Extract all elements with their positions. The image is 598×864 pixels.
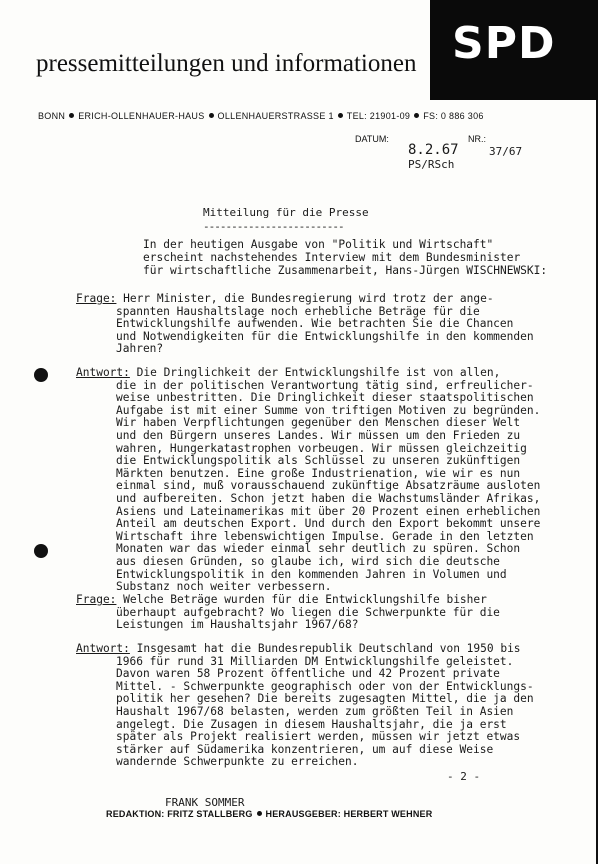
block-first-line [76,367,576,380]
release-heading: Mitteilung für die Presse [203,206,369,219]
intro-paragraph [143,239,583,277]
answer-block [76,367,576,594]
bullet-icon [209,113,214,118]
block-line: weise unbestritten. Die Dringlichkeit dieser staatspolitischen [116,391,534,405]
answer-block [76,643,576,769]
block-first-line [76,643,576,656]
block-first-line [76,293,576,306]
datum-value: 8.2.67 [408,142,459,158]
address-street: OLLENHAUERSTRASSE 1 [217,111,334,121]
address-house: ERICH-OLLENHAUER-HAUS [78,111,205,121]
block-line: stärker auf Südamerika konzentrieren, um auf diese Weise [116,742,494,756]
block-line: und aufbereiten. Schon jetzt haben die Wachstumsländer Afrikas, [116,491,541,505]
block-line: Jahren? [116,342,164,356]
bullet-icon [69,113,74,118]
block-line: Märkten benutzen. Eine große Industrienation, wie wir es nun [116,466,521,480]
question-block [76,594,576,632]
block-line: Substanz noch weiter verbessern. [116,580,332,594]
block-line: Anteil am deutschen Export. Und durch den Export bekommt unsere [116,517,541,531]
block-line: Monaten war das wieder einmal sehr deutlich zu spüren. Schon [116,542,521,556]
block-line: später als Projekt realisiert werden, müssen wir jetzt etwas [116,730,521,744]
block-label: Antwort: [76,642,130,655]
footer-publisher: HERAUSGEBER: HERBERT WEHNER [265,809,433,819]
block-first-text: Herr Minister, die Bundesregierung wird trotz der ange- [116,292,494,305]
block-line: wandernde Schwerpunkte zu erreichen. [116,755,359,769]
block-line: Aufgabe ist mit einer Summe von triftigen Motiven zu begründen. [116,403,541,417]
block-line: 1966 für rund 31 Milliarden DM Entwicklungshilfe geleistet. [116,654,514,668]
bullet-icon [338,113,343,118]
block-line: politik her gesehen? Die bereits zugesagten Mittel, die ja den [116,692,534,706]
block-line: angelegt. Die Zusagen in diesem Haushaltsjahr, die ja erst [116,717,507,731]
block-line: Mittel. - Schwerpunkte geographisch oder von der Entwicklungs- [116,679,534,693]
intro-line: für wirtschaftliche Zusammenarbeit, Hans-Jürgen WISCHNEWSKI: [143,263,548,277]
block-label: Antwort: [76,366,130,379]
block-line: Wir haben Verpflichtungen gegenüber den Menschen dieser Welt [116,416,521,430]
block-line: und Notwendigkeiten für die Entwicklungshilfe in den kommenden [116,329,534,343]
bullet-icon [414,113,419,118]
block-label: Frage: [76,292,117,305]
block-line: einmal sind, muß vorausschauend zukünftige Absatzräume ausloten [116,479,541,493]
address-line [38,111,484,121]
block-line: die Entwicklungspolitik als Schlüssel zu unseren zukünftigen [116,454,521,468]
block-first-line [76,594,576,607]
letterhead-title: pressemitteilungen und informationen [36,50,417,77]
typed-name: FRANK SOMMER [165,796,245,809]
nr-label: NR.: [468,134,486,144]
block-line: aus diesen Gründen, so glaube ich, wird sich die deutsche [116,554,500,568]
heading-underline: ------------------------- [203,220,344,233]
punch-hole [34,368,48,382]
block-first-text: Insgesamt hat die Bundesrepublik Deutschland von 1950 bis [129,642,521,655]
block-line: die in der politischen Verantwortung tätig sind, erfreulicher- [116,378,534,392]
block-line: und den Bürgern unseres Landes. Wir müssen um den Frieden zu [116,428,521,442]
intro-line: In der heutigen Ausgabe von "Politik und Wirtschaft" [143,238,494,251]
block-line: spannten Haushaltslage noch erhebliche Beträge für die [116,304,480,318]
block-line: Leistungen im Haushaltsjahr 1967/68? [116,618,359,632]
question-block [76,293,576,356]
footer-editorial: REDAKTION: FRITZ STALLBERG [106,809,253,819]
address-tel: TEL: 21901-09 [346,111,411,121]
block-line: Davon waren 58 Prozent öffentliche und 42 Prozent private [116,667,500,681]
block-first-text: Die Dringlichkeit der Entwicklungshilfe ist von allen, [129,366,501,379]
spd-logo: SPD [452,18,556,69]
bullet-icon [257,811,262,816]
intro-line: erscheint nachstehendes Interview mit dem Bundesminister [143,250,521,264]
block-line: Entwicklungspolitik in den kommenden Jahren in Volumen und [116,567,507,581]
address-fs: FS: 0 886 306 [423,111,484,121]
block-line: Asiens und Lateinamerikas mit über 20 Prozent einen erheblichen [116,504,541,518]
block-line: Wirtschaft ihre lebenswichtigen Impulse. Gerade in den letzten [116,529,534,543]
address-city: BONN [38,111,66,121]
block-line: wahren, Hungerkatastrophen vorbeugen. Wir müssen gleichzeitig [116,441,527,455]
footer-credits [106,809,432,819]
block-first-text: Welche Beträge wurden für die Entwicklungshilfe bisher [116,593,487,606]
nr-value: 37/67 [489,145,523,158]
reference-code: PS/RSch [408,158,455,171]
block-label: Frage: [76,593,117,606]
datum-label: DATUM: [355,134,389,144]
block-line: Haushalt 1967/68 belasten, werden zum größten Teil in Asien [116,704,514,718]
page-marker: - 2 - [447,770,481,783]
punch-hole [34,544,48,558]
block-line: überhaupt aufgebracht? Wo liegen die Schwerpunkte für die [116,605,500,619]
block-line: Entwicklungshilfe aufwenden. Wie betrachten Sie die Chancen [116,317,514,331]
